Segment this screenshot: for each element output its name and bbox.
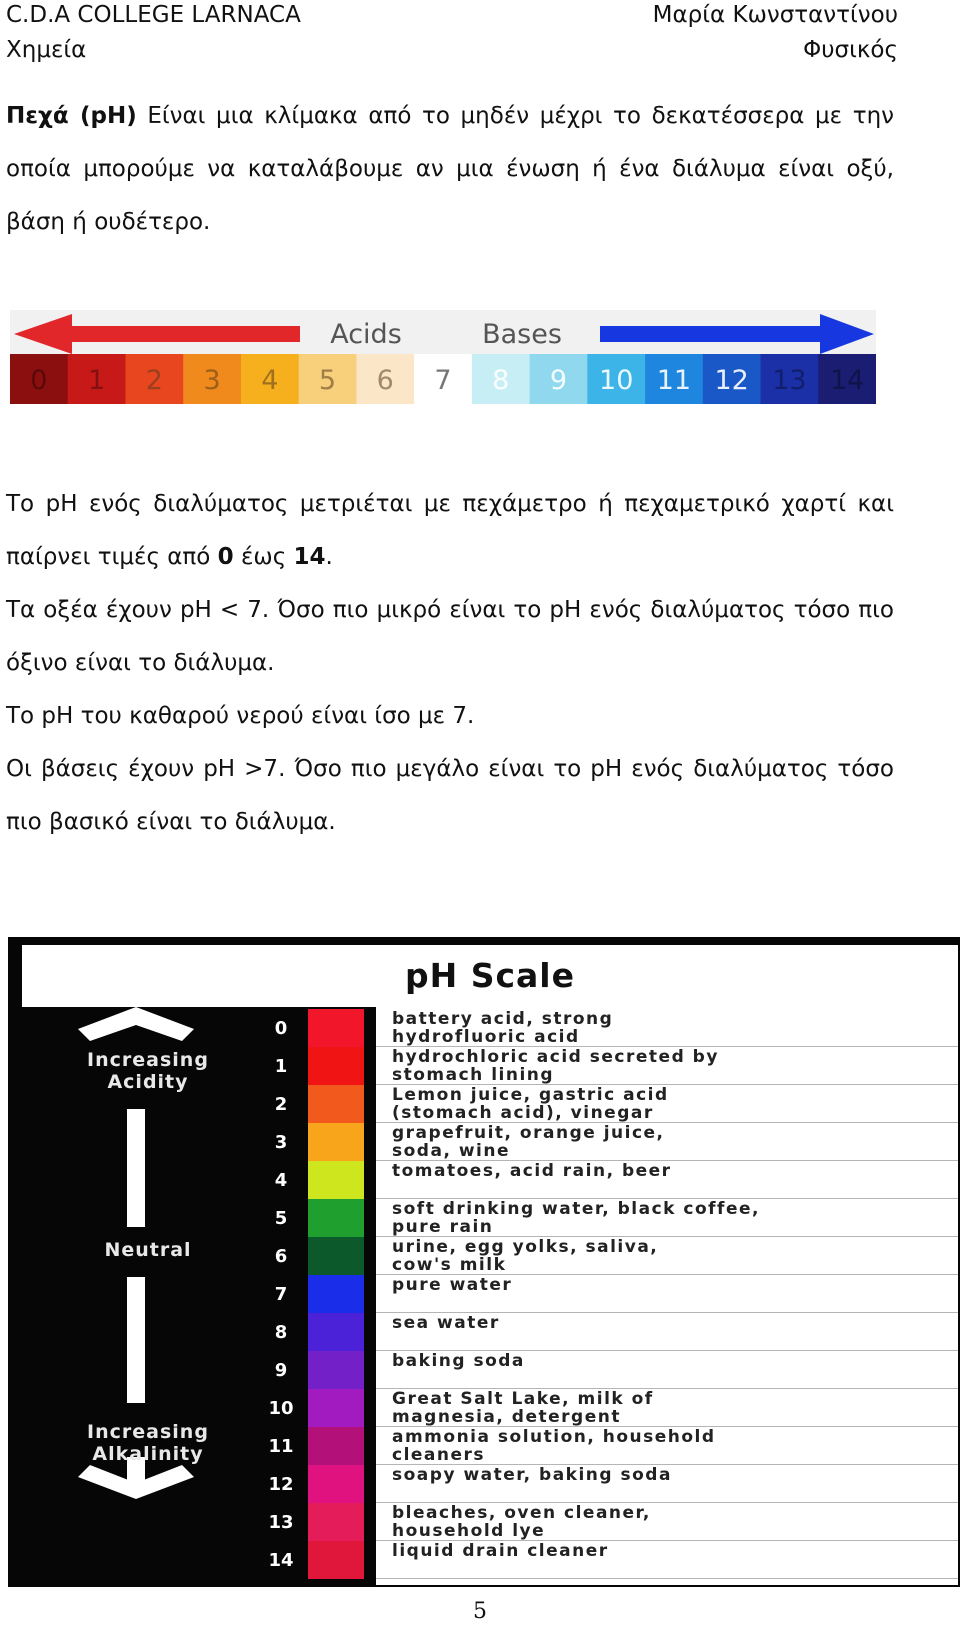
acid-base-bar	[10, 310, 876, 406]
ph-level-description: grapefruit, orange juice, soda, wine	[392, 1123, 665, 1161]
ph-level-description: urine, egg yolks, saliva, cow's milk	[392, 1237, 659, 1275]
increasing-alkalinity-label: Increasing Alkalinity	[87, 1421, 209, 1465]
ph-segment-label: 8	[492, 365, 510, 396]
ph-level-number: 2	[274, 1094, 288, 1115]
ph-level-description: soapy water, baking soda	[392, 1465, 672, 1485]
ph-level-row	[376, 1237, 958, 1275]
ph-level-row	[376, 1465, 958, 1503]
ph-level-row	[376, 1161, 958, 1199]
ph-level-swatch	[308, 1199, 364, 1237]
ph-level-swatch	[308, 1047, 364, 1085]
ph-segment-label: 3	[203, 365, 221, 396]
increasing-acidity-label: Increasing Acidity	[87, 1049, 209, 1093]
bases-label: Bases	[482, 319, 562, 350]
ph-level-description: battery acid, strong hydrofluoric acid	[392, 1009, 614, 1047]
intro-text: Είναι μια κλίμακα από το μηδέν μέχρι το δεκατέσσερα με την οποία μπορούμε να καταλάβουμε αν μια ένωση ή ένα διάλυμα είναι οξύ, βάση ή ουδέτερο.	[6, 103, 894, 235]
ph-level-number: 12	[268, 1474, 294, 1495]
ph-segment-label: 0	[30, 365, 48, 396]
intro-term: Πεχά (pH)	[6, 103, 137, 129]
ph-segment-label: 12	[714, 365, 749, 396]
ph-level-row	[376, 1313, 958, 1351]
ph-segment-label: 6	[376, 365, 394, 396]
up-arrow-icon	[78, 1007, 194, 1041]
ph-level-number: 5	[274, 1208, 288, 1229]
acids-label: Acids	[330, 319, 402, 350]
ph-level-swatch	[308, 1465, 364, 1503]
ph-level-description: tomatoes, acid rain, beer	[392, 1161, 672, 1181]
ph-level-description: bleaches, oven cleaner, household lye	[392, 1503, 651, 1541]
ph-segment-label: 10	[599, 365, 634, 396]
ph-level-description: soft drinking water, black coffee, pure rain	[392, 1199, 760, 1237]
ph-level-swatch	[308, 1085, 364, 1123]
subject-name: Χημεία	[6, 37, 87, 63]
teacher-name: Μαρία Κωνσταντίνου	[652, 2, 898, 28]
ph-level-swatch	[308, 1503, 364, 1541]
ph-segment-label: 9	[549, 365, 568, 396]
intro-paragraph	[6, 90, 894, 249]
scale-arrows	[8, 937, 268, 1587]
ph-segment-label: 2	[145, 365, 163, 396]
ph-level-number: 14	[268, 1550, 294, 1571]
ph-level-description: pure water	[392, 1275, 513, 1295]
ph-level-number: 7	[274, 1284, 288, 1305]
ph-level-swatch	[308, 1351, 364, 1389]
ph-level-swatch	[308, 1427, 364, 1465]
ph-scale-title: pH Scale	[404, 956, 576, 995]
ph-level-row	[376, 1351, 958, 1389]
ph-level-swatch	[308, 1313, 364, 1351]
bases-paragraph: Οι βάσεις έχουν pH >7. Όσο πιο μεγάλο είναι το pH ενός διαλύματος τόσο πιο βασικό είναι το διάλυμα.	[6, 756, 894, 835]
ph-level-row	[376, 1123, 958, 1161]
acidity-bar	[127, 1109, 145, 1227]
ph-level-swatch	[308, 1161, 364, 1199]
ph-segment-label: 13	[772, 365, 807, 396]
ph-level-number: 4	[274, 1170, 288, 1191]
ph-level-number: 0	[274, 1018, 288, 1039]
body-text	[6, 478, 894, 849]
ph-level-swatch	[308, 1275, 364, 1313]
ph-segment-label: 1	[88, 365, 106, 396]
ph-segment-label: 14	[829, 365, 865, 396]
ph-level-row	[376, 1541, 958, 1579]
ph-level-swatch	[308, 1389, 364, 1427]
ph-level-description: Lemon juice, gastric acid (stomach acid), vinegar	[392, 1085, 669, 1123]
alkalinity-bar	[127, 1277, 145, 1403]
ph-scale-panel	[8, 937, 960, 1587]
ph-level-row	[376, 1009, 958, 1047]
ph-level-number: 3	[274, 1132, 288, 1153]
page-number: 5	[473, 1599, 487, 1624]
teacher-subject: Φυσικός	[803, 37, 898, 63]
ph-level-row	[376, 1047, 958, 1085]
ph-level-swatch	[308, 1009, 364, 1047]
measurement-paragraph: Το pH ενός διαλύματος μετριέται με πεχάμετρο ή πεχαμετρικό χαρτί και παίρνει τιμές από 0 έως 14.	[6, 491, 894, 570]
ph-level-row	[376, 1389, 958, 1427]
ph-level-number: 6	[274, 1246, 288, 1267]
ph-segment-label: 7	[434, 365, 452, 396]
water-paragraph: Το pH του καθαρού νερού είναι ίσο με 7.	[6, 703, 475, 729]
ph-level-number: 1	[274, 1056, 288, 1077]
ph-segment-label: 4	[261, 365, 279, 396]
ph-level-row	[376, 1085, 958, 1123]
ph-level-description: baking soda	[392, 1351, 525, 1371]
ph-level-swatch	[308, 1123, 364, 1161]
ph-level-row	[376, 1275, 958, 1313]
ph-level-number: 11	[268, 1436, 294, 1457]
ph-level-description: hydrochloric acid secreted by stomach lining	[392, 1047, 719, 1085]
ph-level-description: ammonia solution, household cleaners	[392, 1427, 716, 1465]
ph-level-description: sea water	[392, 1313, 500, 1333]
range-min: 0	[217, 544, 234, 570]
ph-level-description: liquid drain cleaner	[392, 1541, 609, 1561]
ph-level-row	[376, 1427, 958, 1465]
ph-level-swatch	[308, 1237, 364, 1275]
ph-level-row	[376, 1503, 958, 1541]
ph-level-number: 8	[274, 1322, 288, 1343]
ph-level-row	[376, 1199, 958, 1237]
range-max: 14	[293, 544, 326, 570]
ph-segment-label: 11	[656, 365, 692, 396]
ph-level-number: 13	[268, 1512, 294, 1533]
ph-level-description: Great Salt Lake, milk of magnesia, detergent	[392, 1389, 654, 1427]
neutral-label: Neutral	[104, 1239, 192, 1261]
college-name: C.D.A COLLEGE LARNACA	[6, 2, 301, 28]
ph-level-number: 9	[274, 1360, 288, 1381]
ph-level-swatch	[308, 1541, 364, 1579]
acids-paragraph: Τα οξέα έχουν pH < 7. Όσο πιο μικρό είναι το pH ενός διαλύματος τόσο πιο όξινο είναι το διάλυμα.	[6, 597, 894, 676]
ph-level-number: 10	[268, 1398, 294, 1419]
ph-segment-label: 5	[318, 365, 337, 396]
